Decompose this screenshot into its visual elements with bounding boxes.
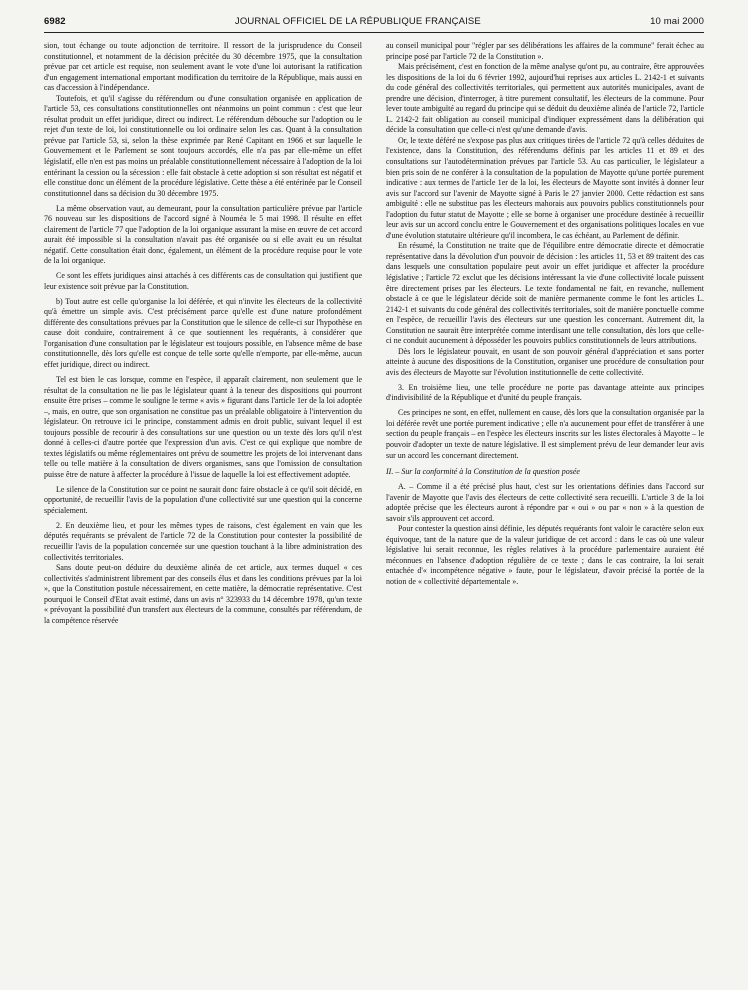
paragraph: Sans doute peut-on déduire du deuxième alinéa de cet article, aux termes duquel « ces collectivités s'administrent librement par des conseils élus et dans les conditions prévues par la loi », que la Constitution postule nécessairement, en cette matière, la démocratie représentative. C'est pourquoi le Conseil d'Etat avait estimé, dans un avis n° 323933 du 14 décembre 1978, qu'un texte « prévoyant la possibilité d'un transfert aux électeurs de la commune, consultés par référendum, de la compétence réservée [44, 563, 362, 625]
paragraph: 3. En troisième lieu, une telle procédure ne porte pas davantage atteinte aux principes d'indivisibilité de la République et d'unité du peuple français. [386, 382, 704, 403]
section-heading: II. – Sur la conformité à la Constitution de la question posée [386, 467, 580, 477]
paragraph: Ce sont les effets juridiques ainsi attachés à ces différents cas de consultation qui justifient que leur existence soit prévue par la Constitution. [44, 271, 362, 291]
journal-title: JOURNAL OFFICIEL DE LA RÉPUBLIQUE FRANÇAISE [234, 16, 481, 27]
paragraph: Pour contester la question ainsi définie, les députés requérants font valoir le caractère selon eux équivoque, tant de la nature que de la valeur juridique de cet accord : dans le cas où une valeur législative lui serait reconnue, les règles relatives à la procédure parlementaire auraient été méconnues en l'absence d'adoption régulière de ce texte ; dans le cas contraire, la loi serait entachée d'« incompétence négative » faute, pour le législateur, d'avoir précisé la portée de la notion de « collectivité départementale ». [386, 524, 704, 586]
paragraph: Mais précisément, c'est en fonction de la même analyse qu'ont pu, au contraire, être approuvées les dispositions de la loi du 6 février 1992, aujourd'hui reprises aux articles L. 2142-1 et suivants du code général des collectivités territoriales, qui permettent aux autorités municipales, avant de prendre une décision, d'interroger, à titre purement consultatif, les électeurs de la commune. Pour lever toute ambiguïté au regard du principe qui se déduit du deuxième alinéa de l'article 72, l'article L. 2142-2 fait obligation au conseil municipal d'indiquer expressément dans la délibération qui décide la consultation que celle-ci n'est qu'une demande d'avis. [386, 62, 704, 135]
paragraph: En résumé, la Constitution ne traite que de l'équilibre entre démocratie directe et démocratie représentative dans la dévolution d'un pouvoir de décision : les articles 11, 53 et 89 traitent des cas dans lesquels une consultation populaire peut avoir un effet juridique et affecter la procédure législative ; l'article 72 exclut que les décisions intéressant la vie d'une collectivité locale puissent être directement prises par les électeurs. Le texte fondamental ne fait, en revanche, nullement obstacle à ce que le législateur décide soit de manière permanente comme le font les articles L. 2142-1 et suivants du code général des collectivités territoriales, soit de manière ponctuelle comme en l'espèce, de recueillir l'avis des électeurs sur une question les concernant. Autrement dit, la Constitution ne saurait être interprétée comme interdisant une telle consultation, dès lors que celle-ci ne conduit aucunement à déposséder les pouvoirs publics constitutionnels de leurs attributions. [386, 241, 704, 346]
paragraph: Dès lors le législateur pouvait, en usant de son pouvoir général d'appréciation et sans porter atteinte à aucune des dispositions de la Constitution, organiser une procédure de consultation pour avis des électeurs de Mayotte sur l'évolution institutionnelle de cette collectivité. [386, 346, 704, 377]
paragraph: Toutefois, et qu'il s'agisse du référendum ou d'une consultation organisée en application de l'article 53, ces consultations constitutionnelles ont néanmoins un point commun : c'est que leur résultat produit un effet juridique, direct ou indirect. Le référendum débouche sur l'adoption ou le rejet d'un texte de loi, loi constitutionnelle ou loi ordinaire selon les cas. Quant à la consultation prévue par l'article 53, si, selon la thèse exprimée par René Capitant en 1966 et sur laquelle le Gouvernement et le Parlement se sont toujours accordés, elle n'a pas par elle-même un effet législatif, elle n'en est pas moins un préalable constitutionnellement nécessaire à l'adoption de la loi entérinant la cession ou la sécession : elle fait obstacle à cette adoption si son résultat est négatif et elle constitue donc un élément de la procédure législative. Cette thèse a été entérinée par le Conseil constitutionnel dans sa décision du 30 décembre 1975. [44, 93, 362, 198]
paragraph: A. – Comme il a été précisé plus haut, c'est sur les orientations définies dans l'accord sur l'avenir de Mayotte que l'avis des électeurs de cette collectivité sera recueilli. L'article 3 de la loi adoptée précise que les électeurs auront à répondre par « oui » ou par « non » à la question de savoir s'ils approuvent cet accord. [386, 482, 704, 523]
paragraph: sion, tout échange ou toute adjonction de territoire. Il ressort de la jurisprudence du Conseil constitutionnel, et notamment de la décision précitée du 30 décembre 1975, que la consultation prévue par cet article est requise, non seulement avant le vote d'une loi autorisant la ratification d'un engagement international emportant modification du territoire de la République, mais aussi en cas d'accession à l'indépendance. [44, 41, 362, 93]
paragraph: Le silence de la Constitution sur ce point ne saurait donc faire obstacle à ce qu'il soit décidé, en opportunité, de recueillir l'avis de la population d'une collectivité sur une question qui la concerne spécialement. [44, 484, 362, 515]
paragraph: 2. En deuxième lieu, et pour les mêmes types de raisons, c'est également en vain que les députés requérants se prévalent de l'article 72 de la Constitution pour contester la possibilité de recueillir l'avis de la population concernée sur une question touchant à la libre administration des collectivités territoriales. [44, 520, 362, 562]
header-rule [44, 32, 704, 33]
text-columns [44, 41, 704, 981]
paragraph: Ces principes ne sont, en effet, nullement en cause, dès lors que la consultation organisée par la loi déférée revêt une portée purement indicative ; elle n'a aucunement pour effet de transférer à une section du peuple français – en l'espèce les électeurs inscrits sur les listes électorales à Mayotte – le pouvoir d'adopter un texte de nature législative. Il est simplement prévu de leur demander leur avis sur un accord les concernant directement. [386, 408, 704, 460]
paragraph: b) Tout autre est celle qu'organise la loi déférée, et qui n'invite les électeurs de la collectivité qu'à émettre un simple avis. C'est précisément parce qu'elle est d'une nature profondément différente des consultations prévues par la Constitution que le silence de celle-ci sur l'hypothèse en cause doit conduire, contrairement à ce que soutiennent les requérants, à considérer que l'organisation d'une consultation par le législateur est toujours possible, en l'absence même de base constitutionnelle, dès lors qu'elle est conçue de telle sorte qu'elle n'emporte, par elle-même, aucun effet juridique, direct ou indirect. [44, 296, 362, 370]
page-number: 6982 [44, 16, 66, 27]
paragraph: La même observation vaut, au demeurant, pour la consultation particulière prévue par l'article 76 nouveau sur les dispositions de l'accord signé à Nouméa le 5 mai 1998. Il résulte en effet clairement de l'article 77 que l'adoption de la loi organique assurant la mise en œuvre de cet accord aurait été impossible si la consultation n'avait pas été organisée ou si elle avait eu un résultat négatif. Cette consultation était donc, également, un élément de la procédure requise pour le vote de la loi organique. [44, 203, 362, 266]
right-column [386, 41, 704, 981]
paragraph: Tel est bien le cas lorsque, comme en l'espèce, il apparaît clairement, non seulement que le résultat de la consultation ne lie pas le législateur quant à la teneur des dispositions qui pourront ensuite être prises – comme le souligne le terme « avis » figurant dans l'article 1er de la loi adoptée –, mais, en outre, que son organisation ne constitue pas un préalable obligatoire à l'intervention du législateur. On retrouve ici le principe, constamment admis en droit public, suivant lequel il est toujours possible de recourir à des consultations sur une question ou un texte dès lors qu'il n'est donné à celles-ci d'autre portée que l'expression d'un avis. C'est ce qui explique que nombre de textes législatifs ou même réglementaires ont prévu de soumettre les projets de loi intervenant dans telle ou telle matière à la consultation de divers organismes, sans que l'omission de consultation puisse être de nature à affecter la procédure à l'issue de laquelle la loi est effectivement adoptée. [44, 374, 362, 479]
page-header [44, 16, 704, 30]
issue-date: 10 mai 2000 [650, 16, 704, 27]
left-column [44, 41, 362, 981]
paragraph: au conseil municipal pour "régler par ses délibérations les affaires de la commune" ferait échec au principe posé par l'article 72 de la Constitution ». [386, 41, 704, 61]
paragraph: Or, le texte déféré ne s'expose pas plus aux critiques tirées de l'article 72 qu'à celles déduites de l'existence, dans la Constitution, des référendums définis par les articles 11 et 89 et des consultations sur l'autodétermination prévues par l'article 53. Au cas particulier, le législateur a bien pris soin de ne conférer à la consultation de la population de Mayotte qu'une portée purement indicative : aux termes de l'article 1er de la loi, les électeurs de Mayotte sont invités à donner leur avis sur l'accord sur l'avenir de Mayotte signé à Paris le 27 janvier 2000. Cette rédaction est sans ambiguïté : elle ne substitue pas les électeurs mahorais aux pouvoirs publics constitutionnels pour l'adoption du futur statut de Mayotte ; elle se borne à organiser une procédure destinée à recueillir leur avis sur un accord conclu entre le Gouvernement et des organisations politiques locales en vue d'une évolution statutaire ultérieure qu'il incombera, le cas échéant, au Parlement de définir. [386, 135, 704, 240]
